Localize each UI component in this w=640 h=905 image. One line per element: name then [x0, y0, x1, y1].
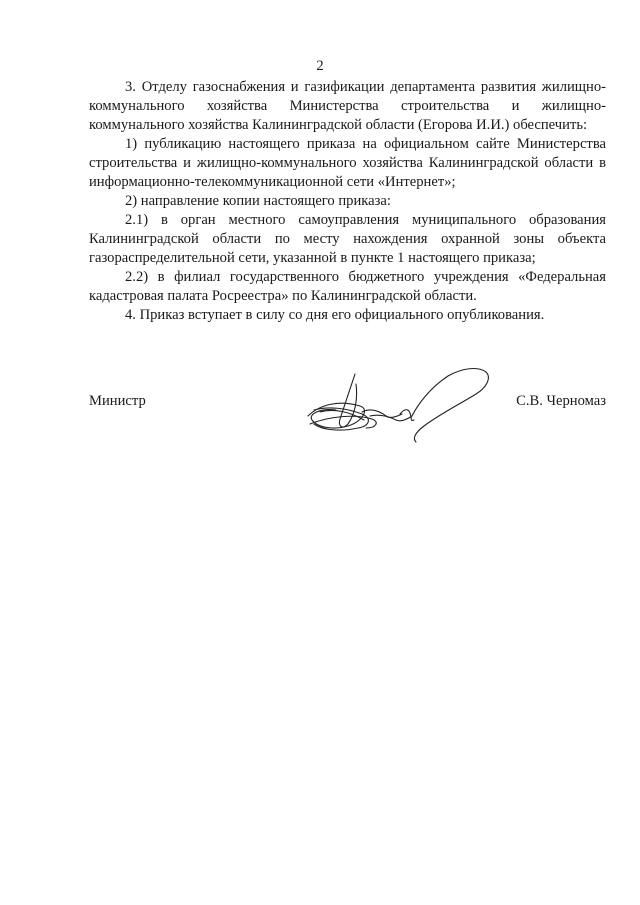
document-body	[89, 78, 606, 325]
paragraph-item-4: 4. Приказ вступает в силу со дня его официального опубликования.	[125, 307, 545, 323]
signatory-name: С.В. Черномаз	[516, 393, 606, 409]
paragraph-item-3: 3. Отделу газоснабжения и газификации департамента развития жилищно-коммунального хозяйства Министерства строительства и жилищно-коммунального хозяйства Калининградской области (Егорова И.И.) обеспечить:	[89, 79, 606, 133]
paragraph-subitem-1: 1) публикацию настоящего приказа на официальном сайте Министерства строительства и жилищно-коммунального хозяйства Калининградской области в информационно-телекоммуникационной сети «Интернет»;	[89, 136, 606, 190]
paragraph-subitem-2: 2) направление копии настоящего приказа:	[125, 193, 391, 209]
signature-block	[89, 392, 606, 412]
signatory-title: Министр	[89, 393, 146, 409]
page-number: 2	[316, 58, 324, 74]
paragraph-subitem-2-1: 2.1) в орган местного самоуправления муниципального образования Калининградской области по месту нахождения охранной зоны объекта газораспределительной сети, указанной в пункте 1 настоящего приказа;	[89, 212, 606, 266]
paragraph-subitem-2-2: 2.2) в филиал государственного бюджетного учреждения «Федеральная кадастровая палата Росреестра» по Калининградской области.	[89, 269, 606, 304]
